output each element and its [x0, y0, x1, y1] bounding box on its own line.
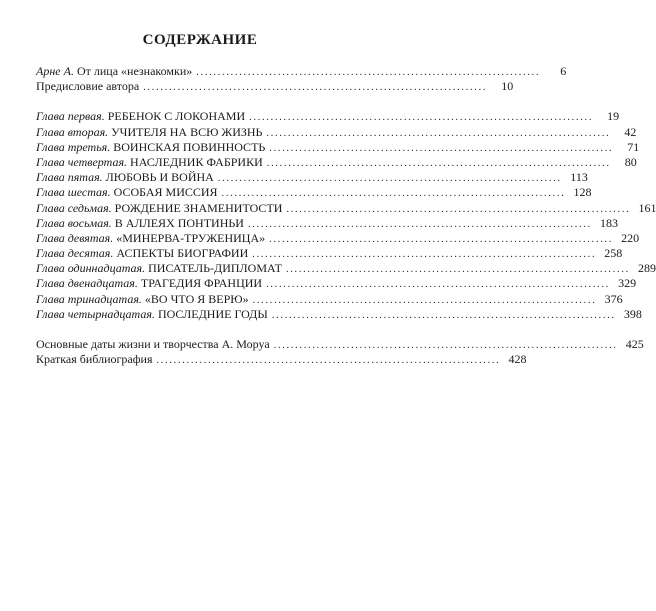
entry-label: [36, 125, 262, 140]
toc-entry: [36, 352, 527, 367]
entry-label: [36, 216, 244, 231]
dot-leader: ................................................................................: [156, 355, 501, 367]
entry-title: ВОИНСКАЯ ПОВИННОСТЬ: [110, 139, 266, 154]
toc-chapter-entry: [36, 261, 656, 276]
entry-title: УЧИТЕЛЯ НА ВСЮ ЖИЗНЬ: [108, 124, 263, 139]
toc-chapter-entry: [36, 306, 642, 322]
entry-label: [36, 109, 245, 124]
toc-chapter-entry: [36, 185, 592, 200]
entry-prefix: Глава первая.: [36, 109, 105, 124]
entry-title: От лица «незнакомки»: [73, 64, 193, 78]
page-number: 220: [621, 230, 640, 245]
entry-label: [36, 155, 263, 170]
entry-title: Основные даты жизни и творчества А. Моруа: [36, 337, 270, 351]
entry-prefix: Глава восьмая.: [36, 215, 112, 230]
entry-label: [36, 170, 214, 185]
entry-label: [36, 337, 270, 352]
page-number: 10: [501, 79, 514, 94]
entry-prefix: Глава девятая.: [36, 230, 114, 245]
entry-prefix: Глава четвертая.: [36, 154, 128, 169]
entry-label: [36, 79, 139, 94]
page-number: 161: [638, 200, 656, 215]
table-of-contents: [36, 64, 656, 367]
page-number: 183: [599, 215, 618, 230]
entry-title: ПИСАТЕЛЬ-ДИПЛОМАТ: [145, 261, 282, 276]
page-number: 398: [623, 306, 642, 321]
entry-title: «ВО ЧТО Я ВЕРЮ»: [141, 291, 249, 306]
entry-prefix: Глава четырнадцатая.: [36, 306, 155, 321]
back-matter-section: [36, 337, 644, 367]
entry-title: Предисловие автора: [36, 79, 140, 94]
page-number: 258: [604, 246, 623, 261]
toc-chapter-entry: [36, 170, 588, 185]
dot-leader: ................................................................................: [266, 279, 611, 291]
page-number: 289: [637, 261, 656, 276]
entry-label: [36, 292, 249, 307]
page-number: 428: [508, 352, 527, 367]
entry-title: НАСЛЕДНИК ФАБРИКИ: [127, 154, 263, 169]
dot-leader: ................................................................................: [196, 67, 541, 78]
entry-title: ПОСЛЕДНИЕ ГОДЫ: [154, 306, 268, 321]
toc-chapter-entry: [36, 109, 620, 124]
toc-chapter-entry: [36, 291, 623, 307]
entry-label: [36, 276, 262, 291]
entry-prefix: Глава седьмая.: [36, 200, 112, 215]
toc-chapter-entry: [36, 276, 637, 291]
page-number: 19: [607, 109, 620, 124]
toc-chapter-entry: [36, 139, 640, 155]
page-number: 329: [618, 276, 637, 291]
entry-title: ЛЮБОВЬ И ВОЙНА: [102, 170, 214, 185]
section-gap: [36, 322, 358, 337]
page-number: 42: [624, 124, 637, 139]
dot-leader: ................................................................................: [269, 142, 614, 154]
entry-prefix: Глава десятая.: [36, 246, 114, 261]
page-number: 80: [624, 154, 637, 169]
entry-title: В АЛЛЕЯХ ПОНТИНЬИ: [111, 215, 244, 230]
entry-prefix: Глава шестая.: [36, 185, 111, 200]
entry-label: [36, 185, 218, 200]
entry-title: ТРАГЕДИЯ ФРАНЦИИ: [137, 276, 263, 291]
entry-label: [36, 352, 152, 367]
entry-label: [36, 64, 192, 79]
dot-leader: ................................................................................: [217, 173, 562, 185]
toc-entry: [36, 79, 514, 94]
toc-entry: [36, 64, 567, 79]
dot-leader: ................................................................................: [273, 340, 618, 351]
dot-leader: ................................................................................: [285, 264, 630, 276]
dot-leader: ................................................................................: [266, 127, 611, 139]
dot-leader: ................................................................................: [266, 157, 611, 169]
entry-prefix: Глава тринадцатая.: [36, 291, 142, 306]
entry-prefix: Глава двенадцатая.: [36, 276, 138, 291]
dot-leader: ................................................................................: [143, 82, 488, 94]
dot-leader: ................................................................................: [252, 294, 597, 306]
entry-title: «МИНЕРВА-ТРУЖЕНИЦА»: [113, 230, 266, 245]
dot-leader: ................................................................................: [286, 203, 631, 215]
entry-prefix: Глава пятая.: [36, 170, 103, 185]
dot-leader: ................................................................................: [221, 188, 566, 200]
dot-leader: ................................................................................: [252, 249, 597, 261]
entry-title: ОСОБАЯ МИССИЯ: [110, 185, 218, 200]
entry-prefix: Глава третья.: [36, 139, 111, 154]
entry-title: Краткая библиография: [36, 352, 153, 367]
entry-label: [36, 307, 268, 322]
entry-label: [36, 231, 265, 246]
entry-label: [36, 201, 282, 216]
page-number: 128: [573, 185, 592, 200]
toc-chapter-entry: [36, 215, 618, 231]
toc-entry: [36, 337, 644, 352]
page-number: 425: [625, 337, 644, 351]
entry-title: АСПЕКТЫ БИОГРАФИИ: [113, 246, 249, 261]
toc-chapter-entry: [36, 230, 640, 246]
entry-label: [36, 246, 248, 261]
page-number: 6: [560, 64, 567, 78]
entry-title: РОЖДЕНИЕ ЗНАМЕНИТОСТИ: [111, 200, 283, 215]
dot-leader: ................................................................................: [247, 218, 592, 230]
dot-leader: ................................................................................: [249, 112, 594, 124]
entry-label: [36, 140, 265, 155]
toc-chapter-entry: [36, 200, 656, 216]
toc-chapter-entry: [36, 124, 637, 140]
page-number: 113: [570, 170, 588, 185]
entry-prefix: Глава одиннадцатая.: [36, 261, 146, 276]
front-matter-section: [36, 64, 567, 94]
entry-label: [36, 261, 282, 276]
page-number: 71: [627, 139, 640, 154]
chapters-section: [36, 109, 656, 322]
section-gap: [36, 94, 358, 109]
entry-title: РЕБЕНОК С ЛОКОНАМИ: [104, 109, 246, 124]
page-title: СОДЕРЖАНИЕ: [142, 32, 258, 48]
dot-leader: ................................................................................: [271, 309, 616, 321]
toc-chapter-entry: [36, 154, 637, 170]
toc-chapter-entry: [36, 246, 623, 261]
dot-leader: ................................................................................: [269, 233, 614, 245]
entry-prefix: Глава вторая.: [36, 124, 109, 139]
page-number: 376: [604, 291, 623, 306]
entry-prefix: Арне А.: [36, 64, 74, 78]
